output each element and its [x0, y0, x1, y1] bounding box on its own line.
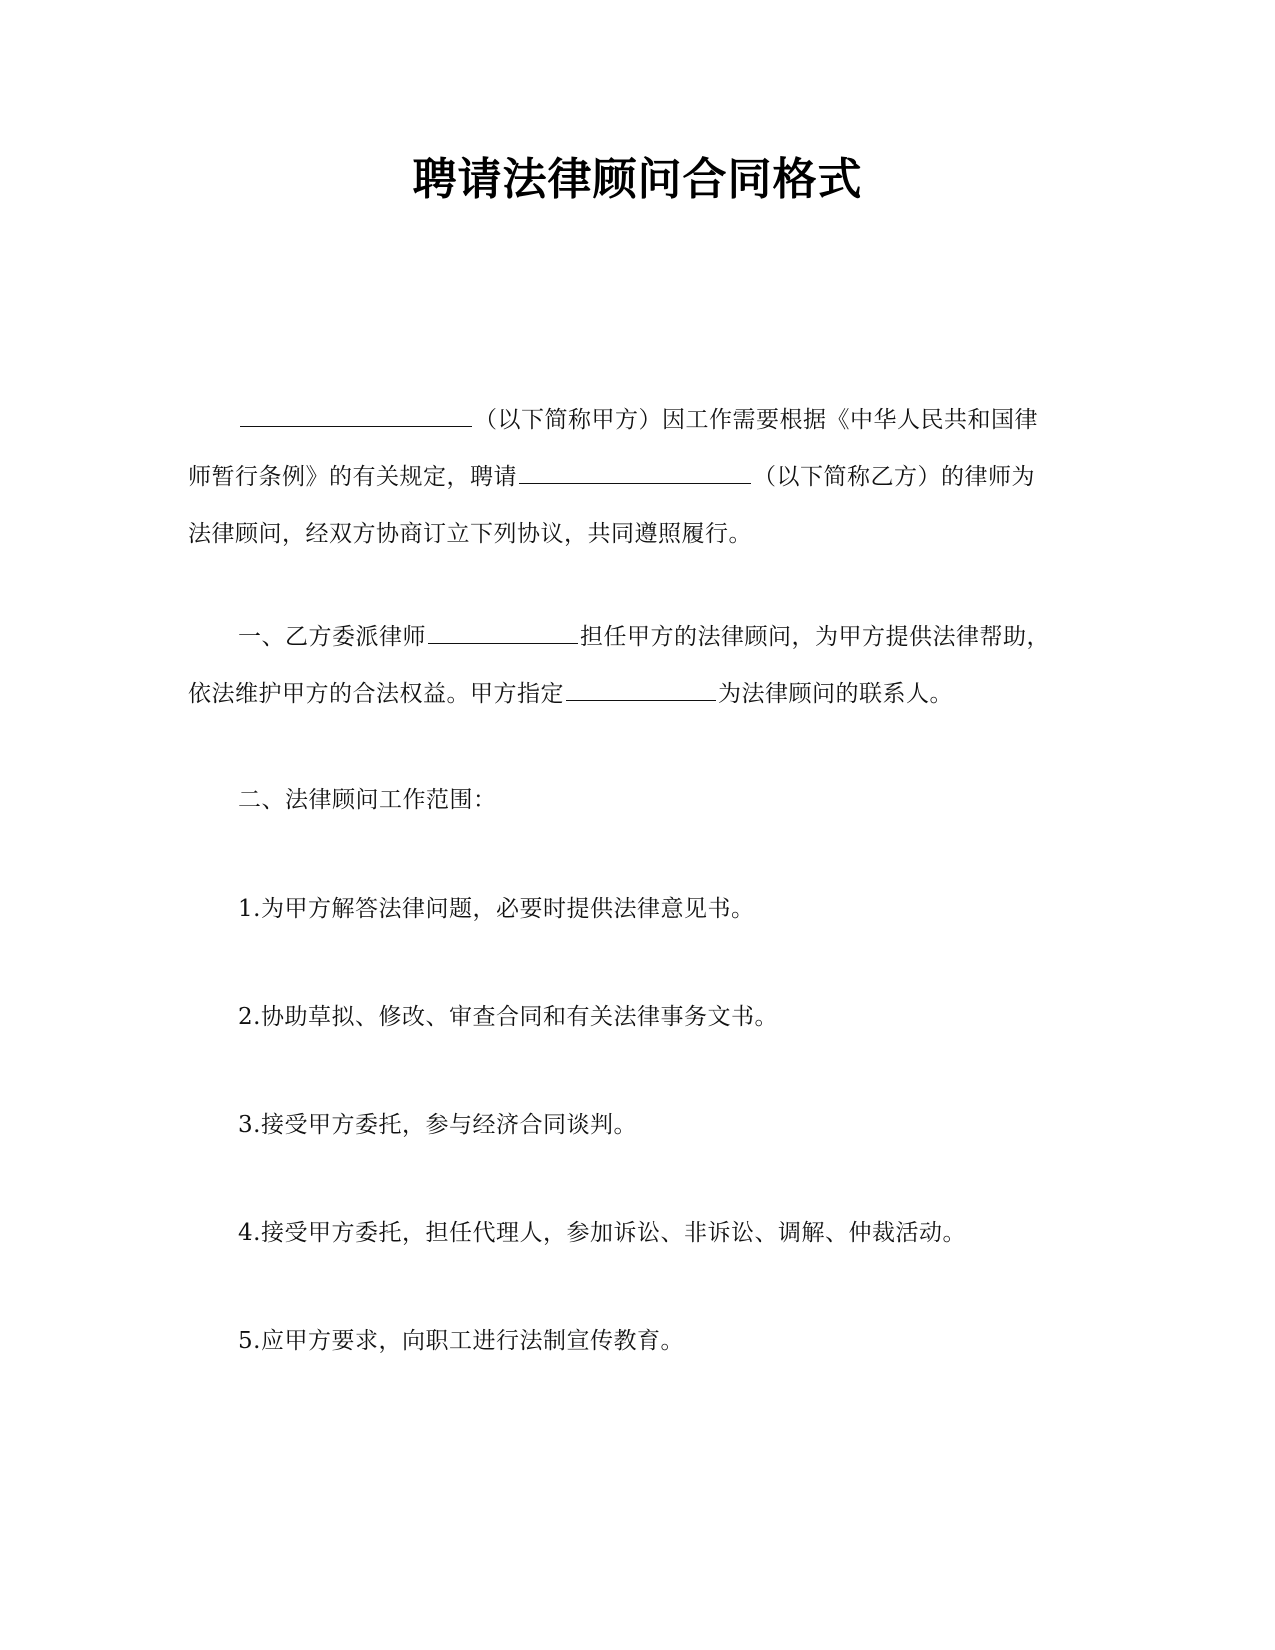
party-a-name-blank[interactable] [240, 404, 472, 427]
document-title: 聘请法律顾问合同格式 [412, 154, 863, 205]
appointed-lawyer-blank[interactable] [428, 621, 578, 644]
intro-line-2-text-end: （以下简称乙方）的律师为 [753, 464, 1035, 490]
clause-1-line-1 [188, 609, 1088, 666]
scope-item-3: 3.接受甲方委托，参与经济合同谈判。 [238, 1112, 637, 1138]
scope-item-5: 5.应甲方要求，向职工进行法制宣传教育。 [238, 1328, 684, 1354]
clause-2-heading [188, 772, 1088, 829]
intro-line-1-text: （以下简称甲方）因工作需要根据《中华人民共和国律 [474, 407, 1038, 433]
scope-item [188, 881, 1088, 938]
scope-item-1: 1.为甲方解答法律问题，必要时提供法律意见书。 [238, 896, 755, 922]
intro-line-2 [188, 449, 1088, 506]
party-b-name-blank[interactable] [519, 461, 751, 484]
scope-item-2: 2.协助草拟、修改、审查合同和有关法律事务文书。 [238, 1004, 778, 1030]
scope-item [188, 989, 1088, 1046]
clause-1-line-1-text-end: 担任甲方的法律顾问，为甲方提供法律帮助， [580, 624, 1050, 650]
clause-1-line-2 [188, 666, 1088, 723]
intro-line-2-text-start: 师暂行条例》的有关规定，聘请 [188, 464, 517, 490]
scope-item [188, 1097, 1088, 1154]
intro-line-3: 法律顾问，经双方协商订立下列协议，共同遵照履行。 [188, 521, 752, 547]
clause-2-heading-text: 二、法律顾问工作范围： [238, 787, 497, 813]
intro-paragraph [188, 392, 1088, 563]
clause-1-paragraph [188, 609, 1088, 723]
clause-1-line-2-text-start: 依法维护甲方的合法权益。甲方指定 [188, 681, 564, 707]
clause-1-line-1-text-start: 一、乙方委派律师 [238, 624, 426, 650]
intro-line-1 [188, 392, 1088, 449]
scope-item [188, 1205, 1088, 1262]
clause-1-line-2-text-end: 为法律顾问的联系人。 [718, 681, 953, 707]
scope-item-4: 4.接受甲方委托，担任代理人，参加诉讼、非诉讼、调解、仲裁活动。 [238, 1220, 966, 1246]
contact-person-blank[interactable] [566, 678, 716, 701]
scope-item [188, 1313, 1088, 1370]
